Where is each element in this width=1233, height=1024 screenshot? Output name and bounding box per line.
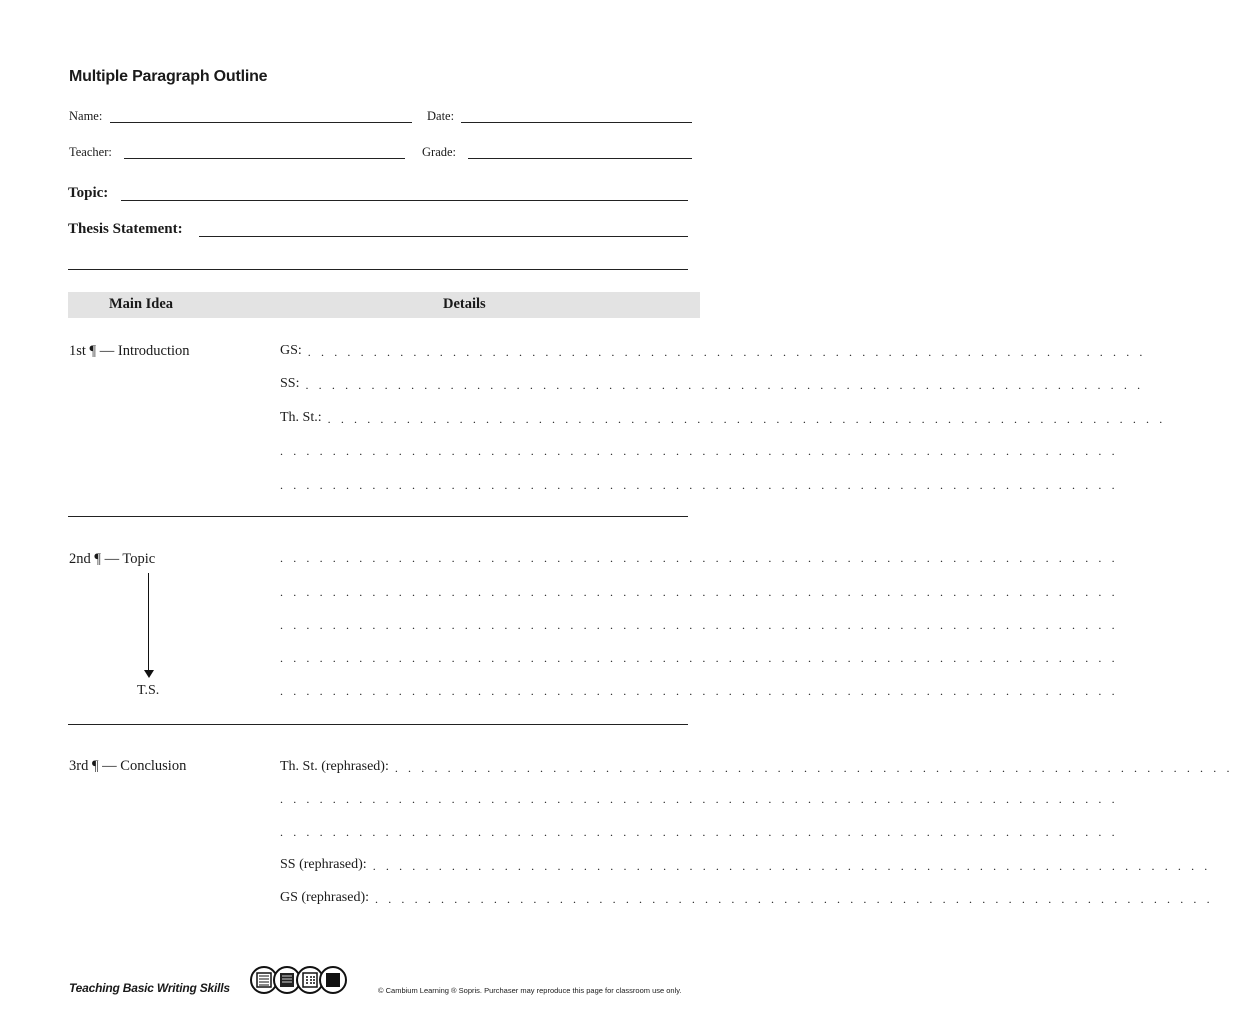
- conclusion-detail-line[interactable]: [280, 890, 1214, 906]
- grade-field[interactable]: [468, 158, 692, 159]
- intro-label: 1st ¶ — Introduction: [69, 343, 190, 359]
- thesis-field-line-2[interactable]: [68, 269, 688, 270]
- intro-detail-line[interactable]: [280, 343, 1146, 359]
- dotted-line: . . . . . . . . . . . . . . . . . . . . . . . . . . . . . . . . . . . . . . . . . . . . . . . . . . . . . . . . . . . . . . . .: [280, 684, 1119, 698]
- dotted-line: . . . . . . . . . . . . . . . . . . . . . . . . . . . . . . . . . . . . . . . . . . . . . . . . . . . . . . . . . . . . . . . .: [305, 378, 1144, 392]
- grade-label: Grade:: [422, 145, 457, 159]
- topic-label: Topic:: [68, 185, 109, 201]
- details-header: Details: [443, 296, 486, 312]
- page-title: Multiple Paragraph Outline: [69, 68, 268, 85]
- teacher-label: Teacher:: [69, 145, 112, 159]
- conclusion-detail-line[interactable]: [280, 857, 1211, 873]
- body-detail-line[interactable]: [280, 618, 1119, 632]
- intro-detail-line[interactable]: [280, 376, 1144, 392]
- dotted-line: . . . . . . . . . . . . . . . . . . . . . . . . . . . . . . . . . . . . . . . . . . . . . . . . . . . . . . . . . . . . . . . .: [280, 551, 1119, 565]
- detail-prefix: Th. St. (rephrased):: [280, 759, 389, 774]
- dotted-line: . . . . . . . . . . . . . . . . . . . . . . . . . . . . . . . . . . . . . . . . . . . . . . . . . . . . . . . . . . . . . . . .: [280, 792, 1119, 806]
- detail-prefix: GS (rephrased):: [280, 890, 370, 905]
- dotted-line: . . . . . . . . . . . . . . . . . . . . . . . . . . . . . . . . . . . . . . . . . . . . . . . . . . . . . . . . . . . . . . . .: [280, 444, 1119, 458]
- topic-field[interactable]: [121, 200, 688, 201]
- dotted-line: . . . . . . . . . . . . . . . . . . . . . . . . . . . . . . . . . . . . . . . . . . . . . . . . . . . . . . . . . . . . . . . .: [375, 892, 1214, 906]
- body-detail-line[interactable]: [280, 551, 1119, 565]
- dotted-line: . . . . . . . . . . . . . . . . . . . . . . . . . . . . . . . . . . . . . . . . . . . . . . . . . . . . . . . . . . . . . . . .: [280, 478, 1119, 492]
- dotted-line: . . . . . . . . . . . . . . . . . . . . . . . . . . . . . . . . . . . . . . . . . . . . . . . . . . . . . . . . . . . . . . . .: [307, 345, 1146, 359]
- main-idea-header: Main Idea: [109, 296, 174, 312]
- dotted-line: . . . . . . . . . . . . . . . . . . . . . . . . . . . . . . . . . . . . . . . . . . . . . . . . . . . . . . . . . . . . . . . .: [280, 585, 1119, 599]
- section-divider: [68, 516, 688, 517]
- dotted-line: . . . . . . . . . . . . . . . . . . . . . . . . . . . . . . . . . . . . . . . . . . . . . . . . . . . . . . . . . . . . . . . .: [327, 412, 1166, 426]
- intro-detail-line[interactable]: [280, 444, 1119, 458]
- copyright-notice: © Cambium Learning ® Sopris. Purchaser may reproduce this page for classroom use only.: [378, 986, 682, 995]
- down-arrow-line: [148, 573, 149, 673]
- dotted-line: . . . . . . . . . . . . . . . . . . . . . . . . . . . . . . . . . . . . . . . . . . . . . . . . . . . . . . . . . . . . . . . .: [280, 618, 1119, 632]
- teacher-field[interactable]: [124, 158, 405, 159]
- detail-prefix: SS (rephrased):: [280, 857, 367, 872]
- dotted-line: . . . . . . . . . . . . . . . . . . . . . . . . . . . . . . . . . . . . . . . . . . . . . . . . . . . . . . . . . . . . . . . .: [280, 825, 1119, 839]
- date-field[interactable]: [461, 122, 692, 123]
- dotted-line: . . . . . . . . . . . . . . . . . . . . . . . . . . . . . . . . . . . . . . . . . . . . . . . . . . . . . . . . . . . . . . . .: [372, 859, 1211, 873]
- conclusion-detail-line[interactable]: [280, 825, 1119, 839]
- down-arrow-icon: [144, 670, 154, 678]
- body-label: 2nd ¶ — Topic: [69, 551, 156, 567]
- conclusion-detail-line[interactable]: [280, 759, 1233, 775]
- conclusion-label: 3rd ¶ — Conclusion: [69, 758, 187, 774]
- section-divider: [68, 724, 688, 725]
- notebook-logo-icon: [250, 965, 348, 995]
- name-label: Name:: [69, 109, 103, 123]
- date-label: Date:: [427, 109, 455, 123]
- intro-detail-line[interactable]: [280, 410, 1166, 426]
- thesis-field[interactable]: [199, 236, 688, 237]
- intro-detail-line[interactable]: [280, 478, 1119, 492]
- name-field[interactable]: [110, 122, 412, 123]
- detail-prefix: SS:: [280, 376, 300, 391]
- detail-prefix: GS:: [280, 343, 302, 358]
- conclusion-detail-line[interactable]: [280, 792, 1119, 806]
- body-detail-line[interactable]: [280, 684, 1119, 698]
- dotted-line: . . . . . . . . . . . . . . . . . . . . . . . . . . . . . . . . . . . . . . . . . . . . . . . . . . . . . . . . . . . . . . . .: [394, 761, 1233, 775]
- ts-label: T.S.: [137, 683, 160, 698]
- thesis-label: Thesis Statement:: [68, 221, 183, 237]
- dotted-line: . . . . . . . . . . . . . . . . . . . . . . . . . . . . . . . . . . . . . . . . . . . . . . . . . . . . . . . . . . . . . . . .: [280, 651, 1119, 665]
- detail-prefix: Th. St.:: [280, 410, 322, 425]
- body-detail-line[interactable]: [280, 585, 1119, 599]
- body-detail-line[interactable]: [280, 651, 1119, 665]
- book-title: Teaching Basic Writing Skills: [69, 981, 230, 995]
